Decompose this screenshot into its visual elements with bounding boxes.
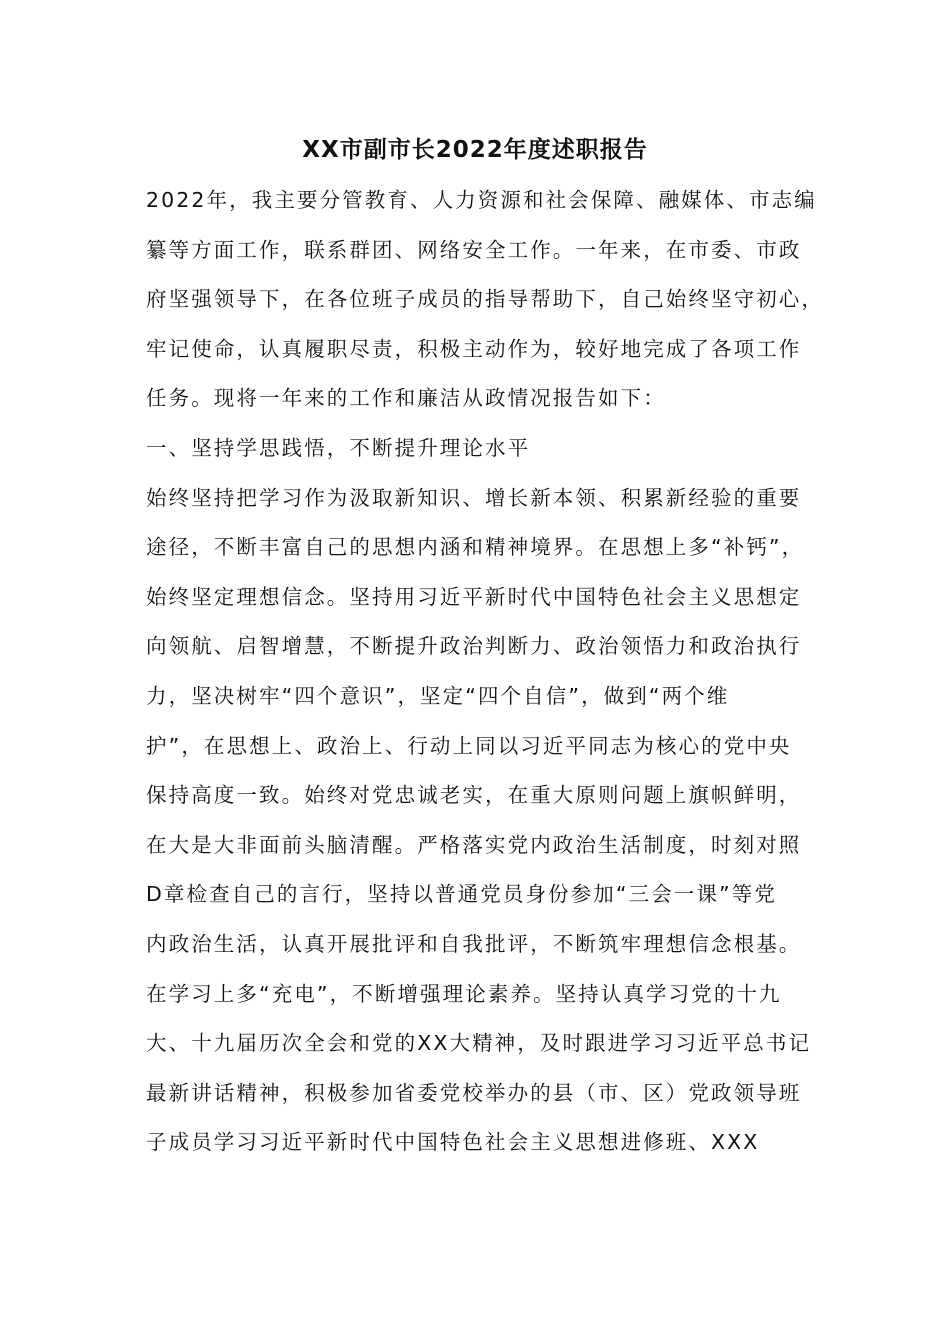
text-line: 途径，不断丰富自己的思想内涵和精神境界。在思想上多“补钙”， — [146, 535, 805, 560]
text-line: 在大是大非面前头脑清醒。严格落实党内政治生活制度，时刻对照 — [146, 832, 802, 857]
text-line: 子成员学习习近平新时代中国特色社会主义思想进修班、XXX — [146, 1130, 760, 1155]
text-line: 纂等方面工作，联系群团、网络安全工作。一年来，在市委、市政 — [146, 237, 802, 262]
text-line: 保持高度一致。始终对党忠诚老实，在重大原则问题上旗帜鲜明， — [146, 783, 802, 808]
text-line: 在学习上多“充电”，不断增强理论素养。坚持认真学习党的十九 — [146, 981, 782, 1006]
text-line: 内政治生活，认真开展批评和自我批评，不断筑牢理想信念根基。 — [146, 931, 802, 956]
text-line: 任务。现将一年来的工作和廉洁从政情况报告如下： — [146, 386, 666, 411]
text-line: 始终坚持把学习作为汲取新知识、增长新本领、积累新经验的重要 — [146, 485, 802, 510]
section-heading: 一、坚持学思践悟，不断提升理论水平 — [146, 435, 531, 460]
document-title: XX市副市长2022年度述职报告 — [302, 137, 648, 163]
document-body — [146, 180, 846, 1172]
text-line: 府坚强领导下，在各位班子成员的指导帮助下，自己始终坚守初心， — [146, 287, 824, 312]
text-line: 护”，在思想上、政治上、行动上同以习近平同志为核心的党中央 — [146, 733, 792, 758]
text-line: 始终坚定理想信念。坚持用习近平新时代中国特色社会主义思想定 — [146, 584, 802, 609]
text-line: D章检查自己的言行，坚持以普通党员身份参加“三会一课”等党 — [146, 882, 777, 907]
text-line: 2022年，我主要分管教育、人力资源和社会保障、融媒体、市志编 — [146, 188, 817, 212]
text-line: 力，坚决树牢“四个意识”，坚定“四个自信”，做到“两个维 — [146, 683, 730, 708]
text-line: 最新讲话精神，积极参加省委党校举办的县（市、区）党政领导班 — [146, 1080, 802, 1105]
text-line: 牢记使命，认真履职尽责，积极主动作为，较好地完成了各项工作 — [146, 336, 802, 361]
text-line: 向领航、启智增慧，不断提升政治判断力、政治领悟力和政治执行 — [146, 634, 802, 659]
text-line: 大、十九届历次全会和党的XX大精神，及时跟进学习习近平总书记 — [146, 1031, 812, 1056]
